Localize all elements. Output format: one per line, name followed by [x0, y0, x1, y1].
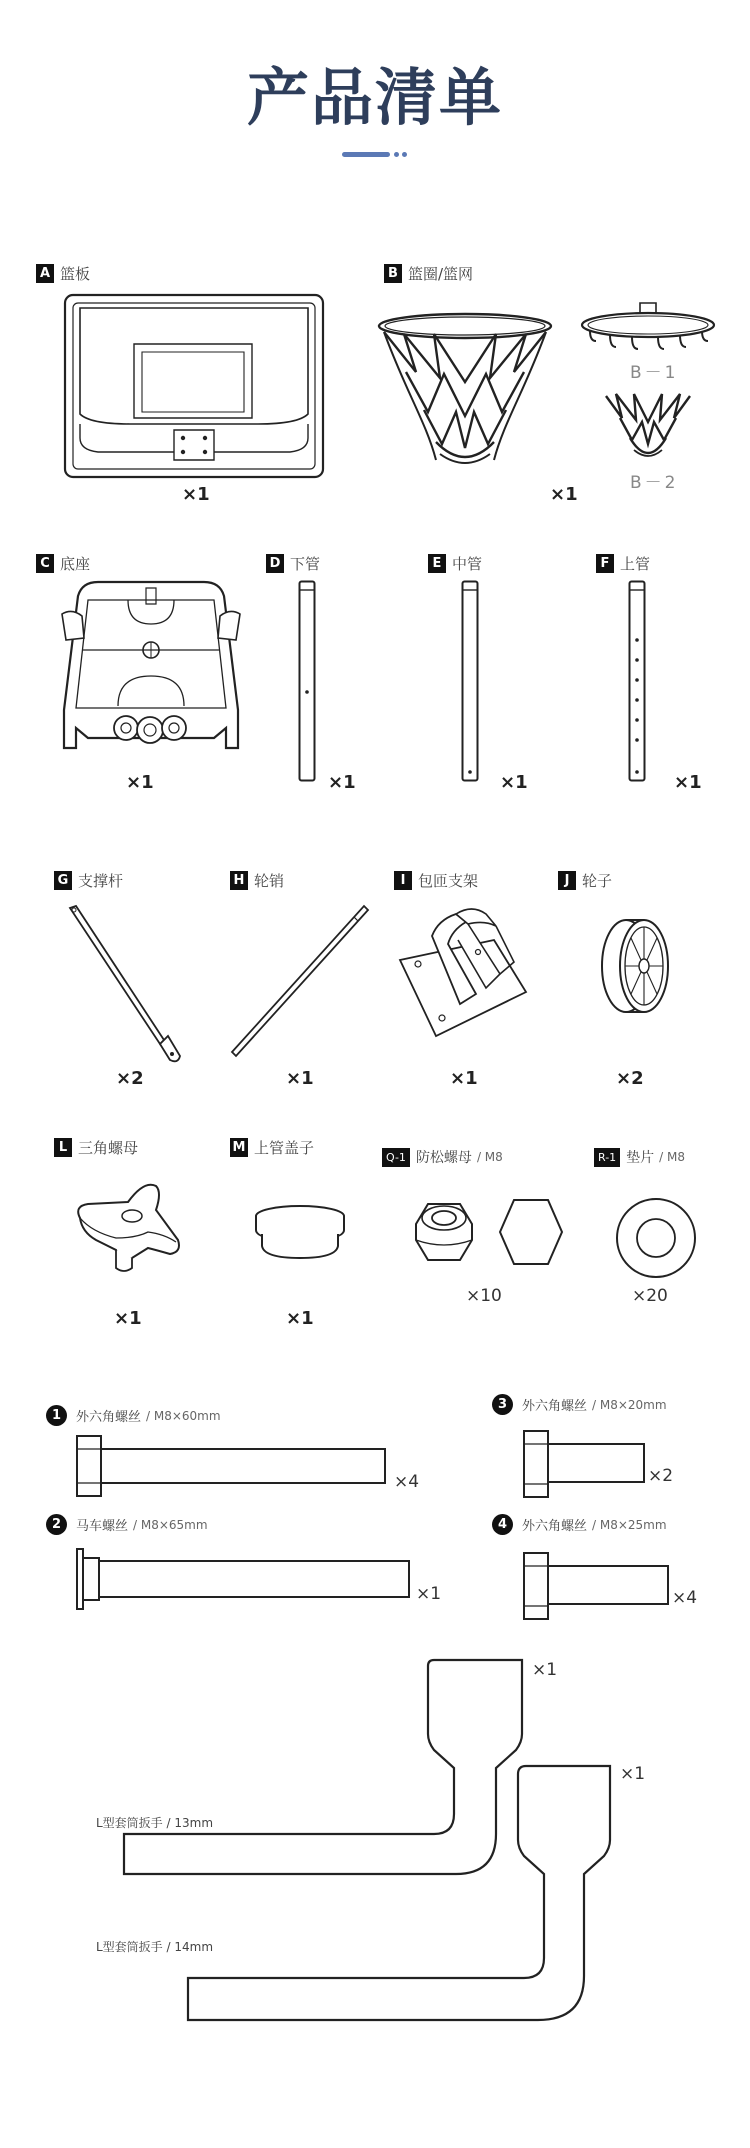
- screw-name: 外六角螺丝: [522, 1519, 588, 1534]
- support-rod-illustration: [64, 904, 184, 1066]
- wrench-label-1: L型套筒扳手 / 13mm: [96, 1816, 214, 1830]
- part-letter: C: [36, 554, 54, 573]
- part-count-q1: ×10: [466, 1286, 502, 1306]
- backboard-illustration: [62, 292, 326, 482]
- part-letter: A: [36, 264, 54, 283]
- title-underline-dot: [402, 152, 407, 157]
- lock-nut-illustration: [412, 1196, 566, 1268]
- part-letter: G: [54, 871, 72, 890]
- title-underline-dot: [394, 152, 399, 157]
- screw-number: 1: [46, 1405, 67, 1426]
- part-label-e: [428, 553, 482, 574]
- part-spec: / M8: [659, 1150, 686, 1164]
- pole-cap-illustration: [252, 1204, 348, 1262]
- screw-name: 外六角螺丝: [76, 1410, 142, 1425]
- part-count-r1: ×20: [632, 1286, 668, 1306]
- part-name: 上管盖子: [254, 1139, 315, 1157]
- wrench-count-2: ×1: [620, 1764, 646, 1784]
- part-letter: D: [266, 554, 284, 573]
- part-label-q1: [382, 1147, 503, 1167]
- hex-bolt-25mm-illustration: [523, 1552, 669, 1620]
- screw-count-2: ×1: [416, 1584, 442, 1604]
- part-name: 篮圈/篮网: [408, 265, 474, 283]
- part-label-j: [558, 870, 612, 891]
- part-name: 底座: [60, 555, 91, 573]
- bracket-illustration: [396, 900, 532, 1040]
- part-count-c: ×1: [126, 772, 154, 793]
- part-count-b: ×1: [550, 484, 578, 505]
- part-count-i: ×1: [450, 1068, 478, 1089]
- part-name: 轮销: [254, 872, 285, 890]
- part-name: 垫片: [626, 1150, 655, 1166]
- part-label-g: [54, 870, 123, 891]
- screw-label-3: [492, 1394, 667, 1415]
- part-sub-label: B－2: [630, 473, 679, 493]
- part-label-h: [230, 870, 284, 891]
- part-count-m: ×1: [286, 1308, 314, 1329]
- wheel-illustration: [592, 916, 678, 1016]
- wrench-count-1: ×1: [532, 1660, 558, 1680]
- part-letter: J: [558, 871, 576, 890]
- l-wrench-14mm-illustration: [184, 1764, 614, 2022]
- part-letter: H: [230, 871, 248, 890]
- hoop-ring-illustration: [580, 305, 716, 355]
- screw-number: 3: [492, 1394, 513, 1415]
- part-letter: R-1: [594, 1148, 620, 1167]
- title-underline: [342, 152, 390, 157]
- upper-pole-illustration: [628, 580, 646, 782]
- part-name: 中管: [452, 555, 483, 573]
- part-label-f: [596, 553, 650, 574]
- page-title: 产品清单: [246, 61, 503, 134]
- screw-label-1: [46, 1405, 221, 1426]
- part-name: 篮板: [60, 265, 91, 283]
- screw-spec: / M8×65mm: [133, 1517, 208, 1532]
- part-label-a: [36, 263, 90, 284]
- part-name: 轮子: [582, 872, 613, 890]
- screw-number: 4: [492, 1514, 513, 1535]
- part-name: 三角螺母: [78, 1139, 139, 1157]
- screw-label-4: [492, 1514, 667, 1535]
- part-letter: B: [384, 264, 402, 283]
- screw-label-2: [46, 1514, 208, 1535]
- part-count-h: ×1: [286, 1068, 314, 1089]
- part-name: 支撑杆: [78, 872, 124, 890]
- hex-bolt-60mm-illustration: [76, 1435, 386, 1497]
- screw-count-3: ×2: [648, 1466, 674, 1486]
- net-illustration: [604, 392, 692, 464]
- part-count-d: ×1: [328, 772, 356, 793]
- part-name: 上管: [620, 555, 651, 573]
- screw-name: 外六角螺丝: [522, 1399, 588, 1414]
- part-letter: E: [428, 554, 446, 573]
- part-label-c: [36, 553, 90, 574]
- part-count-g: ×2: [116, 1068, 144, 1089]
- wheel-pin-illustration: [228, 902, 370, 1058]
- part-count-a: ×1: [182, 484, 210, 505]
- triangle-knob-illustration: [72, 1176, 182, 1276]
- part-count-e: ×1: [500, 772, 528, 793]
- screw-count-1: ×4: [394, 1472, 420, 1492]
- washer-illustration: [614, 1196, 698, 1280]
- lower-pole-illustration: [298, 580, 316, 782]
- part-letter: F: [596, 554, 614, 573]
- screw-count-4: ×4: [672, 1588, 698, 1608]
- part-name: 防松螺母: [415, 1150, 472, 1166]
- part-name: 包匝支架: [418, 872, 479, 890]
- part-name: 下管: [290, 555, 321, 573]
- part-count-l: ×1: [114, 1308, 142, 1329]
- part-label-d: [266, 553, 320, 574]
- screw-name: 马车螺丝: [76, 1519, 129, 1534]
- screw-spec: / M8×25mm: [592, 1517, 667, 1532]
- part-sub-label: B－1: [630, 363, 679, 383]
- carriage-bolt-65mm-illustration: [76, 1548, 410, 1610]
- part-letter: M: [230, 1138, 248, 1157]
- part-count-j: ×2: [616, 1068, 644, 1089]
- part-spec: / M8: [476, 1150, 503, 1164]
- part-label-b: [384, 263, 473, 284]
- wrench-label-2: L型套筒扳手 / 14mm: [96, 1940, 214, 1954]
- part-label-i: [394, 870, 478, 891]
- part-letter: I: [394, 871, 412, 890]
- screw-number: 2: [46, 1514, 67, 1535]
- screw-spec: / M8×60mm: [146, 1408, 221, 1423]
- part-label-r1: [594, 1147, 685, 1167]
- part-count-f: ×1: [674, 772, 702, 793]
- screw-spec: / M8×20mm: [592, 1397, 667, 1412]
- middle-pole-illustration: [461, 580, 479, 782]
- part-label-m: [230, 1137, 314, 1158]
- hoop-with-net-illustration: [376, 312, 554, 468]
- hex-bolt-20mm-illustration: [523, 1430, 645, 1498]
- part-letter: Q-1: [382, 1148, 410, 1167]
- part-letter: L: [54, 1138, 72, 1157]
- base-illustration: [58, 578, 244, 760]
- part-label-l: [54, 1137, 138, 1158]
